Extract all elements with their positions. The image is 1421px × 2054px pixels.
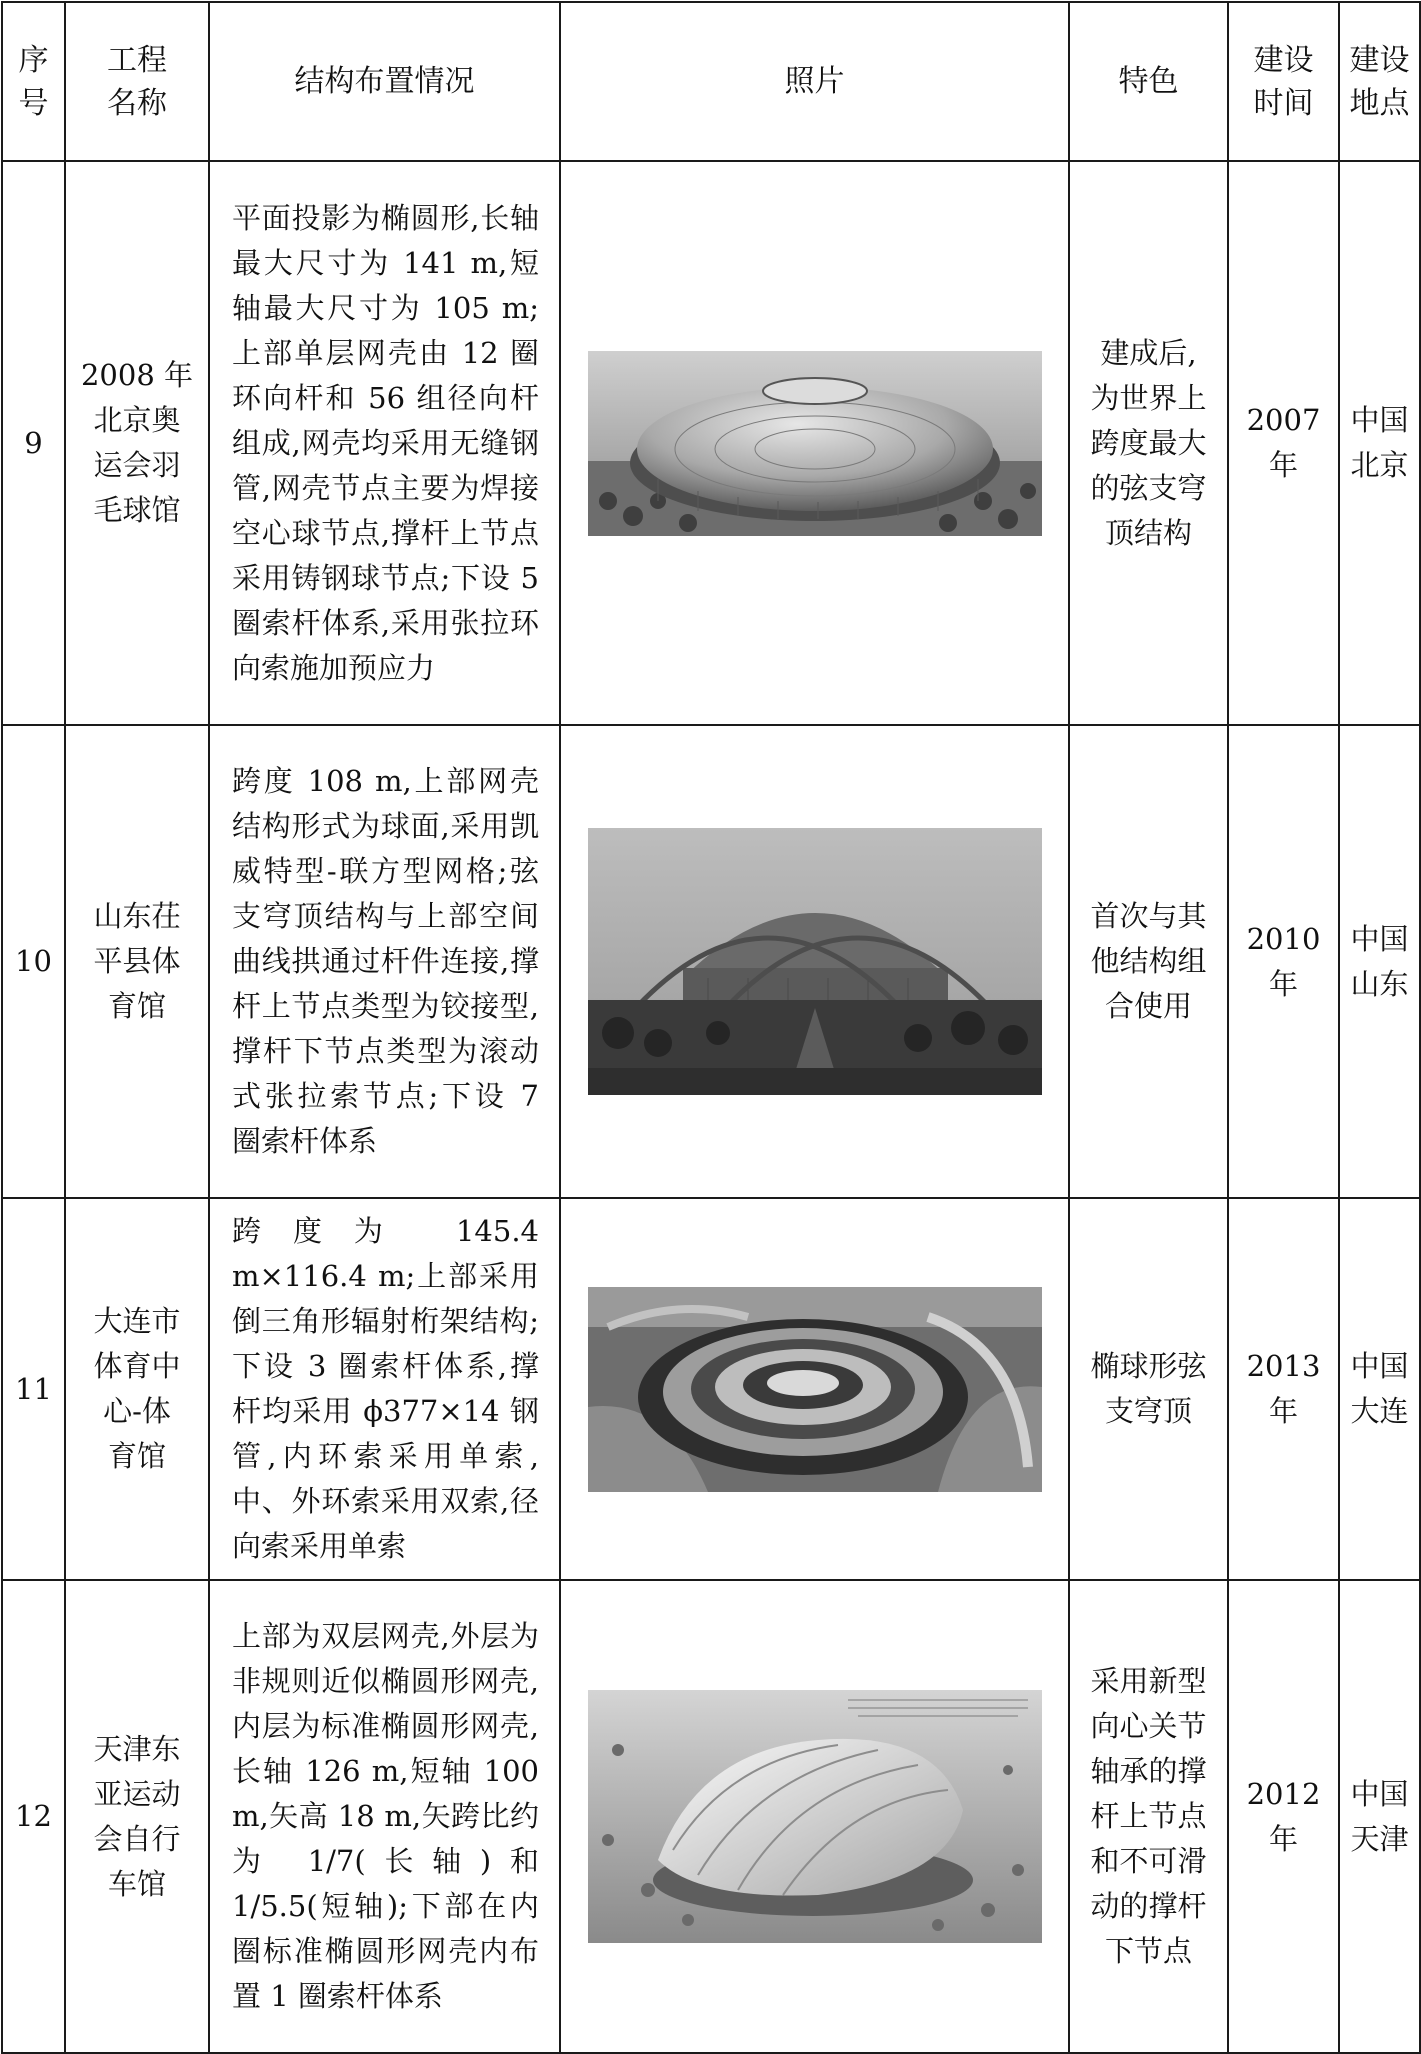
row-feature: 椭球形弦 支穹顶 [1069,1198,1228,1580]
projects-table [1,1,1421,2054]
row-feature: 采用新型 向心关节 轴承的撑 杆上节点 和不可滑 动的撑杆 下节点 [1069,1580,1228,2053]
header-place: 建设 地点 [1339,2,1420,161]
row-no: 9 [2,161,65,725]
header-structure: 结构布置情况 [209,2,560,161]
table-row [2,1198,1420,1580]
row-photo [560,161,1069,725]
row-name: 天津东 亚运动 会自行 车馆 [65,1580,209,2053]
row-name: 大连市 体育中 心-体 育馆 [65,1198,209,1580]
header-feature: 特色 [1069,2,1228,161]
row-name: 2008 年 北京奥 运会羽 毛球馆 [65,161,209,725]
dalian-sports-center-photo [588,1287,1042,1492]
row-place: 中国 山东 [1339,725,1420,1198]
row-time: 2010 年 [1228,725,1339,1198]
row-name: 山东茌 平县体 育馆 [65,725,209,1198]
row-no: 10 [2,725,65,1198]
row-time: 2013 年 [1228,1198,1339,1580]
row-place: 中国 北京 [1339,161,1420,725]
row-feature: 建成后, 为世界上 跨度最大 的弦支穹 顶结构 [1069,161,1228,725]
row-structure: 平面投影为椭圆形,长轴最大尺寸为 141 m,短轴最大尺寸为 105 m;上部单层网壳由 12 圈环向杆和 56 组径向杆组成,网壳均采用无缝钢管,网壳节点主要为焊接空心球节点,撑杆上节点采用铸钢球节点;下设 5 圈索杆体系,采用张拉环向索施加预应力 [209,161,560,725]
row-time: 2012 年 [1228,1580,1339,2053]
row-photo [560,1580,1069,2053]
badminton-hall-photo [588,351,1042,536]
header-photo: 照片 [560,2,1069,161]
row-place: 中国 天津 [1339,1580,1420,2053]
row-no: 12 [2,1580,65,2053]
header-name: 工程 名称 [65,2,209,161]
row-photo [560,1198,1069,1580]
row-structure: 跨度 108 m,上部网壳结构形式为球面,采用凯威特型-联方型网格;弦支穹顶结构与上部空间曲线拱通过杆件连接,撑杆上节点类型为铰接型,撑杆下节点类型为滚动式张拉索节点;下设 7 圈索杆体系 [209,725,560,1198]
row-feature: 首次与其 他结构组 合使用 [1069,725,1228,1198]
table-row [2,1580,1420,2053]
row-structure: 跨度为 145.4 m×116.4 m;上部采用倒三角形辐射桁架结构;下设 3 圈索杆体系,撑杆均采用 ϕ377×14 钢管,内环索采用单索,中、外环索采用双索,径向索采用单索 [209,1198,560,1580]
header-no: 序 号 [2,2,65,161]
row-photo [560,725,1069,1198]
row-time: 2007 年 [1228,161,1339,725]
row-place: 中国 大连 [1339,1198,1420,1580]
header-row [2,2,1420,161]
header-time: 建设 时间 [1228,2,1339,161]
row-no: 11 [2,1198,65,1580]
tianjin-velodrome-photo [588,1690,1042,1943]
table-row [2,725,1420,1198]
chiping-gym-photo [588,828,1042,1095]
row-structure: 上部为双层网壳,外层为非规则近似椭圆形网壳,内层为标准椭圆形网壳,长轴 126 m,短轴 100 m,矢高 18 m,矢跨比约为 1/7(长轴)和 1/5.5(短轴);下部在内圈标准椭圆形网壳内布置 1 圈索杆体系 [209,1580,560,2053]
table-row [2,161,1420,725]
